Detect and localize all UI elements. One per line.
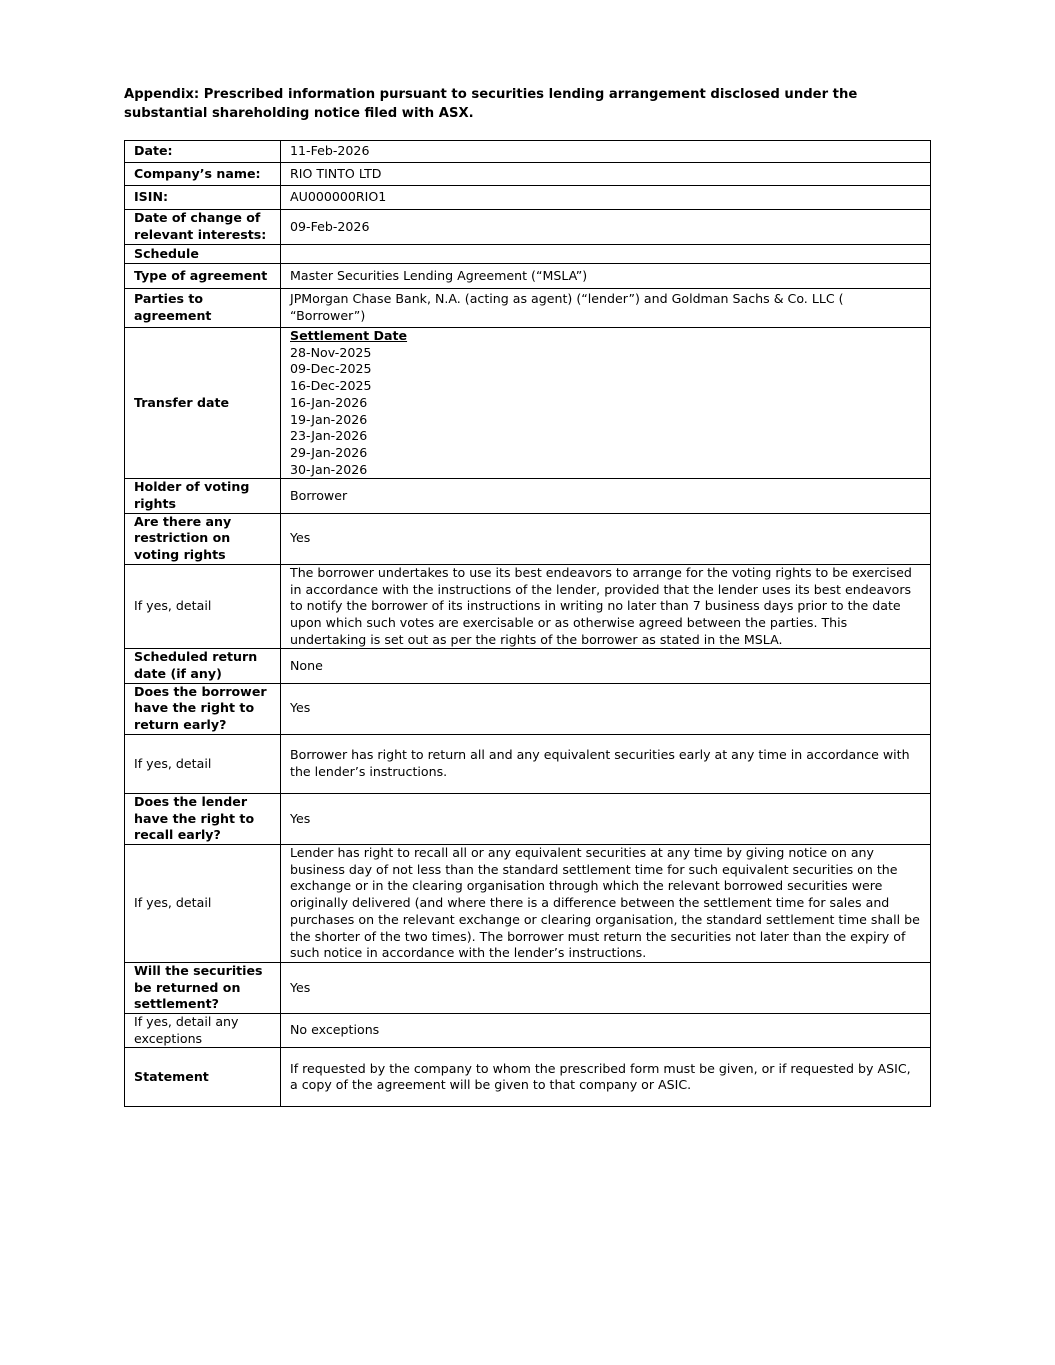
page-heading: Appendix: Prescribed information pursuant to securities lending arrangement disclosed under the substantial shareholding notice filed with ASX.: [124, 87, 858, 121]
label-lender-recall: Does the lender have the right to recall early?: [125, 793, 281, 844]
settlement-date: 09-Dec-2025: [290, 361, 372, 377]
table-row: [125, 479, 931, 513]
settlement-date: 30-Jan-2026: [290, 461, 368, 477]
settlement-date: 19-Jan-2026: [290, 411, 368, 427]
label-voting-holder: Holder of voting rights: [125, 479, 281, 513]
label-borrower-early-return: Does the borrower have the right to return early?: [125, 683, 281, 734]
value-isin: AU000000RIO1: [281, 186, 931, 210]
label-schedule: Schedule: [125, 245, 281, 264]
value-company-name: RIO TINTO LTD: [281, 163, 931, 186]
table-row: [125, 513, 931, 564]
table-row: [125, 264, 931, 289]
table-row: [125, 186, 931, 210]
value-statement: If requested by the company to whom the prescribed form must be given, or if requested by ASIC, a copy of the agreement will be given to that company or ASIC.: [281, 1048, 931, 1107]
label-restriction-detail: If yes, detail: [125, 564, 281, 649]
settlement-date: 29-Jan-2026: [290, 444, 368, 460]
value-returned-on-settlement: Yes: [281, 962, 931, 1013]
settlement-date-header: Settlement Date: [290, 328, 408, 343]
table-row: [125, 793, 931, 844]
label-returned-on-settlement: Will the securities be returned on settlement?: [125, 962, 281, 1013]
label-isin: ISIN:: [125, 186, 281, 210]
value-date: 11-Feb-2026: [281, 141, 931, 163]
label-parties: Parties to agreement: [125, 289, 281, 328]
value-borrower-early-detail: Borrower has right to return all and any equivalent securities early at any time in accordance with the lender’s instructions.: [281, 734, 931, 793]
value-restriction-detail: The borrower undertakes to use its best endeavors to arrange for the voting rights to be exercised in accordance with the instructions of the lender, provided that the lender uses its best endeavors to notify the borrower of its instructions in writing no later than 7 business days prior to the date upon which such votes are exercisable or as otherwise agreed between the parties. This undertaking is set out as per the rights of the borrower as stated in the MSLA.: [281, 564, 931, 649]
table-row: [125, 141, 931, 163]
settlement-date: 23-Jan-2026: [290, 428, 368, 444]
disclosure-table: [124, 140, 931, 1107]
label-exceptions: If yes, detail any exceptions: [125, 1014, 281, 1048]
table-row: [125, 328, 931, 479]
value-voting-restriction: Yes: [281, 513, 931, 564]
table-row: [125, 649, 931, 683]
value-borrower-early-return: Yes: [281, 683, 931, 734]
table-row: [125, 1048, 931, 1107]
table-row: [125, 289, 931, 328]
label-statement: Statement: [125, 1048, 281, 1107]
settlement-date: 16-Jan-2026: [290, 394, 368, 410]
table-row: [125, 564, 931, 649]
label-date: Date:: [125, 141, 281, 163]
table-row: [125, 210, 931, 245]
value-schedule: [281, 245, 931, 264]
table-row: [125, 962, 931, 1013]
label-return-date: Scheduled return date (if any): [125, 649, 281, 683]
label-company-name: Company’s name:: [125, 163, 281, 186]
table-row: [125, 683, 931, 734]
settlement-date: 16-Dec-2025: [290, 378, 372, 394]
table-row: [125, 1014, 931, 1048]
table-row: [125, 245, 931, 264]
value-return-date: None: [281, 649, 931, 683]
table-row: [125, 163, 931, 186]
value-exceptions: No exceptions: [281, 1014, 931, 1048]
label-borrower-early-detail: If yes, detail: [125, 734, 281, 793]
value-parties: JPMorgan Chase Bank, N.A. (acting as agent) (“lender”) and Goldman Sachs & Co. LLC ( “Borrower”): [281, 289, 931, 328]
label-transfer-date: Transfer date: [125, 328, 281, 479]
label-voting-restriction: Are there any restriction on voting rights: [125, 513, 281, 564]
value-lender-recall: Yes: [281, 793, 931, 844]
label-lender-recall-detail: If yes, detail: [125, 844, 281, 962]
value-voting-holder: Borrower: [281, 479, 931, 513]
table-row: [125, 734, 931, 793]
value-transfer-dates: [281, 328, 931, 479]
settlement-date: 28-Nov-2025: [290, 344, 372, 360]
value-change-date: 09-Feb-2026: [281, 210, 931, 245]
label-change-date: Date of change of relevant interests:: [125, 210, 281, 245]
table-row: [125, 844, 931, 962]
value-agreement-type: Master Securities Lending Agreement (“MSLA”): [281, 264, 931, 289]
label-agreement-type: Type of agreement: [125, 264, 281, 289]
value-lender-recall-detail: Lender has right to recall all or any equivalent securities at any time by giving notice on any business day of not less than the standard settlement time for such equivalent securities on the exchange or in the clearing organisation through which the relevant borrowed securities were originally delivered (and where there is a difference between the settlement time for sales and purchases on the relevant exchange or clearing organisation, the standard settlement time shall be the shorter of the two times). The borrower must return the securities not later than the expiry of such notice in accordance with the lender’s instructions.: [281, 844, 931, 962]
